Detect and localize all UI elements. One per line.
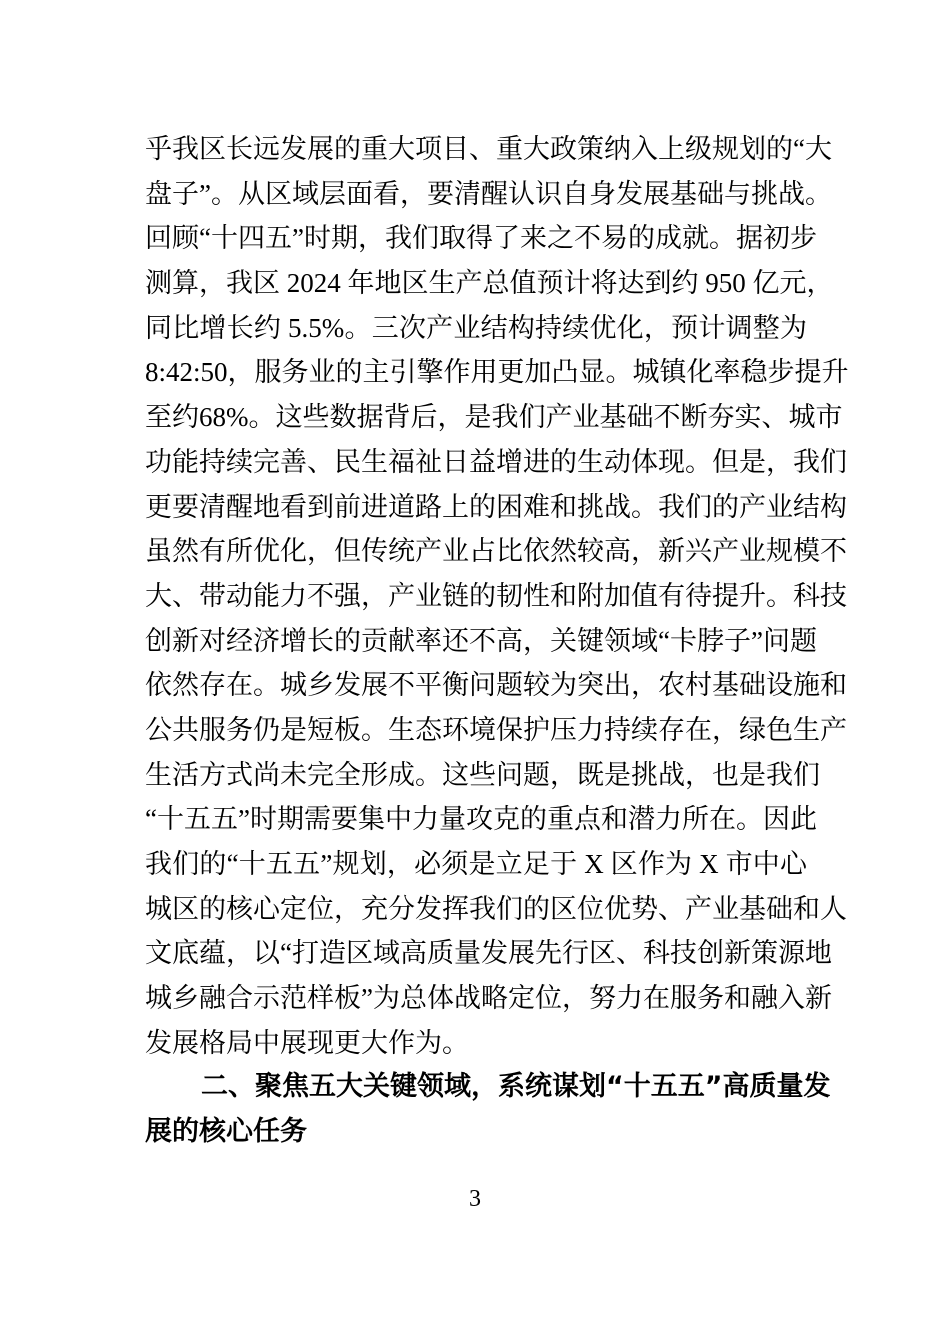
text-line: 公共服务仍是短板。生态环境保护压力持续存在，绿色生产 bbox=[145, 714, 847, 745]
text-line: 虽然有所优化，但传统产业占比依然较高，新兴产业规模不 bbox=[145, 536, 847, 567]
text-line: 乎我区长远发展的重大项目、重大政策纳入上级规划的“大 bbox=[145, 134, 832, 164]
text-line: 创新对经济增长的贡献率还不高，关键领域“卡脖子”问题 bbox=[145, 625, 817, 656]
text-line: 城区的核心定位，充分发挥我们的区位优势、产业基础和人 bbox=[145, 893, 847, 924]
text-line: “十五五”时期需要集中力量攻克的重点和潜力所在。因此 bbox=[145, 804, 817, 835]
text-line: 盘子”。从区域层面看，要清醒认识自身发展基础与挑战。 bbox=[145, 178, 832, 209]
text-line: 文底蕴，以“打造区域高质量发展先行区、科技创新策源地 bbox=[145, 938, 832, 969]
page-number: 3 bbox=[469, 1186, 481, 1212]
text-line: 功能持续完善、民生福祉日益增进的生动体现。但是，我们 bbox=[145, 446, 847, 477]
text-line: 城乡融合示范样板”为总体战略定位，努力在服务和融入新 bbox=[145, 983, 832, 1014]
body-paragraph bbox=[145, 127, 849, 1065]
text-line: 至约68%。这些数据背后，是我们产业基础不断夯实、城市 bbox=[145, 402, 843, 433]
heading-line: 展的核心任务 bbox=[145, 1116, 307, 1148]
text-line: 回顾“十四五”时期，我们取得了来之不易的成就。据初步 bbox=[145, 223, 817, 254]
document-page bbox=[145, 127, 849, 1155]
text-line: 大、带动能力不强，产业链的韧性和附加值有待提升。科技 bbox=[145, 580, 847, 611]
section-heading bbox=[145, 1065, 831, 1154]
heading-line: 二、聚焦五大关键领域，系统谋划“十五五”高质量发 bbox=[201, 1071, 831, 1103]
text-line: 我们的“十五五”规划，必须是立足于 X 区作为 X 市中心 bbox=[145, 849, 807, 879]
text-line: 测算，我区 2024 年地区生产总值预计将达到约 950 亿元， bbox=[145, 268, 834, 299]
text-line: 8:42:50，服务业的主引擎作用更加凸显。城镇化率稳步提升 bbox=[145, 357, 849, 388]
text-line: 依然存在。城乡发展不平衡问题较为突出，农村基础设施和 bbox=[145, 670, 847, 701]
text-line: 发展格局中展现更大作为。 bbox=[145, 1027, 469, 1058]
text-line: 更要清醒地看到前进道路上的困难和挑战。我们的产业结构 bbox=[145, 491, 847, 522]
text-line: 生活方式尚未完全形成。这些问题，既是挑战，也是我们 bbox=[145, 759, 820, 790]
text-line: 同比增长约 5.5%。三次产业结构持续优化，预计调整为 bbox=[145, 312, 807, 343]
